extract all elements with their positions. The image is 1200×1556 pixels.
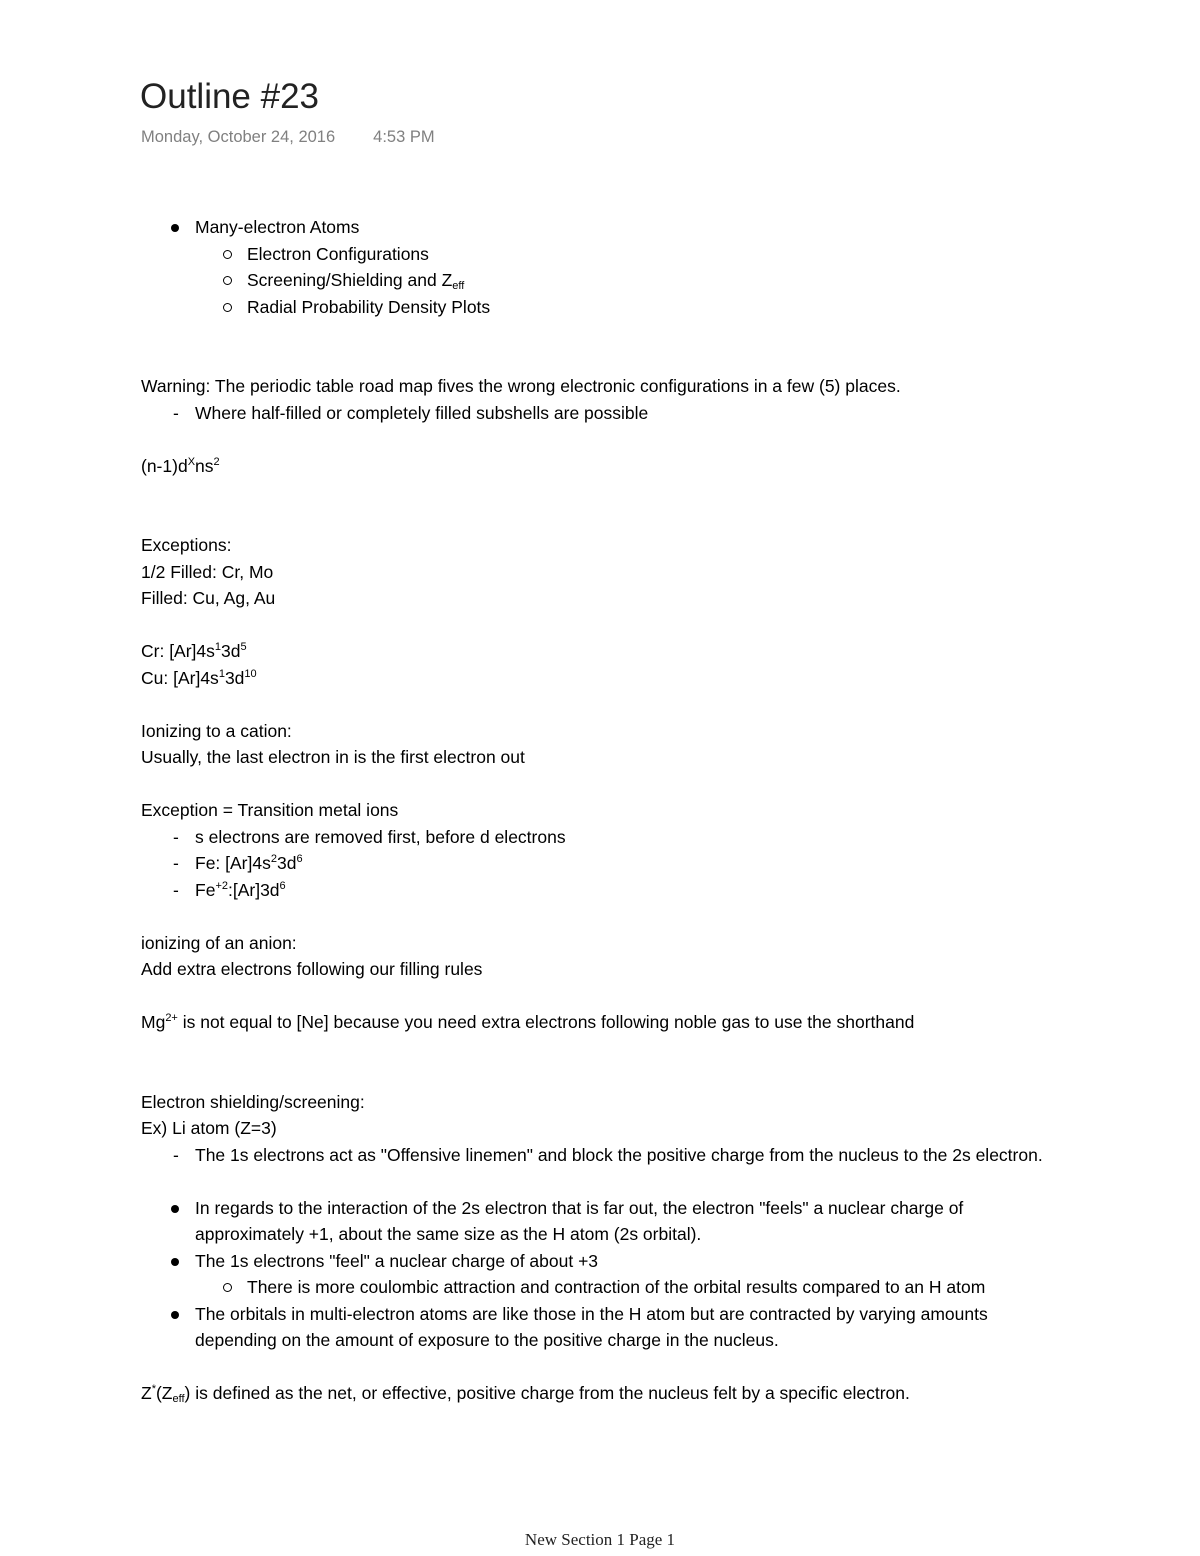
shielding-bullet: The orbitals in multi-electron atoms are like those in the H atom but are contracted by varying amounts depending on the amount of exposure to the positive charge in the nucleus. [195, 1301, 1061, 1354]
shielding-subbullet: There is more coulombic attraction and contraction of the orbital results compared to an H atom [247, 1274, 1061, 1301]
mg-statement: $Mg^{2+}$ is not equal to [Ne] because you need extra electrons following noble gas to use the shorthand [141, 1012, 915, 1032]
filled-exceptions: Filled: Cu, Ag, Au [141, 588, 276, 608]
outline-subitem: Electron Configurations [247, 241, 1061, 268]
exceptions-heading: Exceptions: [141, 535, 232, 555]
outline-subitem: Radial Probability Density Plots [247, 294, 1061, 321]
cation-text: Usually, the last electron in is the first electron out [141, 747, 525, 767]
cu-configuration: Cu: $[Ar]4s^13d^{10}$ [141, 667, 257, 688]
outline-item-main: Many-electron Atoms Electron Configurations Screening/Shielding and $Z_{eff}$ Radial Probability Density Plots [195, 214, 1061, 320]
cr-configuration: Cr: $[Ar]4s^13d^5$ [141, 641, 247, 661]
anion-text: Add extra electrons following our filling rules [141, 959, 483, 979]
shielding-example: Ex) Li atom (Z=3) [141, 1118, 277, 1138]
transition-item: - s electrons are removed first, before d electrons [195, 824, 1061, 851]
fe-configuration: - Fe: $[Ar]4s^23d^6$ [195, 850, 1061, 877]
outline-subitem: Screening/Shielding and $Z_{eff}$ [247, 267, 1061, 294]
outline-list [141, 214, 1061, 320]
shielding-bullet: The 1s electrons "feel" a nuclear charge of about +3 There is more coulombic attraction and contraction of the orbital results compared to an H atom [195, 1248, 1061, 1301]
shielding-heading: Electron shielding/screening: [141, 1091, 365, 1112]
zeff-definition: $Z^*(Z_{eff})$ is defined as the net, or effective, positive charge from the nucleus felt by a specific electron. [141, 1383, 910, 1405]
transition-list [141, 824, 1061, 904]
note-datetime [141, 126, 435, 148]
transition-heading: Exception = Transition metal ions [141, 800, 399, 820]
note-date: Monday, October 24, 2016 [141, 128, 336, 146]
warning-text: Warning: The periodic table road map fives the wrong electronic configurations in a few (5) places. [141, 376, 901, 396]
shielding-bullet: In regards to the interaction of the 2s electron that is far out, the electron "feels" a nuclear charge of approximately +1, about the same size as the H atom (2s orbital). [195, 1195, 1061, 1248]
page-footer: New Section 1 Page 1 [524, 1530, 676, 1549]
fe2-configuration: - $Fe^{+2}:[Ar]3d^6$ [195, 877, 1061, 904]
warning-detail: - Where half-filled or completely filled subshells are possible [195, 400, 1061, 427]
shielding-detail: - The 1s electrons act as "Offensive linemen" and block the positive charge from the nucleus to the 2s electron. [195, 1142, 1061, 1169]
half-filled-exceptions: 1/2 Filled: Cr, Mo [141, 561, 274, 582]
page-title: Outline #23 [140, 77, 320, 116]
shielding-bullets [141, 1195, 1061, 1354]
anion-heading: ionizing of an anion: [141, 932, 297, 953]
outline-sublist [195, 241, 1061, 321]
note-time: 4:53 PM [373, 128, 435, 146]
cation-heading: Ionizing to a cation: [141, 720, 292, 741]
note-body [141, 214, 1061, 1407]
general-configuration-formula: $(n-1)d^Xns^2$ [141, 455, 220, 476]
